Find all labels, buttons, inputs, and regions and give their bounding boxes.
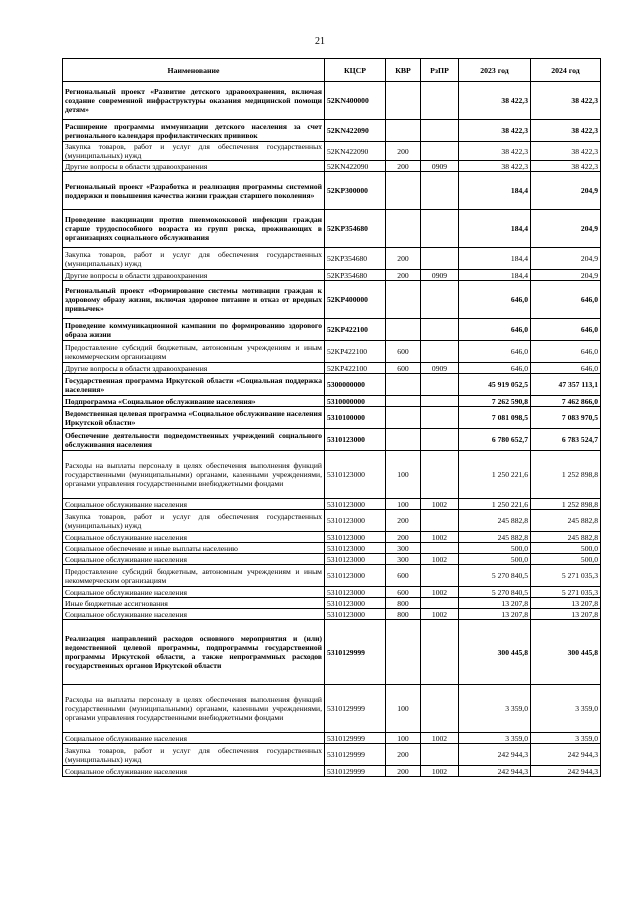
row-kvr-cell <box>386 210 421 248</box>
row-2024-cell: 242 944,3 <box>531 744 601 766</box>
row-2023-cell: 6 780 652,7 <box>459 429 531 451</box>
row-kvr-cell <box>386 374 421 396</box>
row-rzpr-cell <box>421 319 459 341</box>
row-name-cell: Социальное обслуживание населения <box>63 766 325 777</box>
row-name-cell: Ведомственная целевая программа «Социальное обслуживание населения Иркутской области» <box>63 407 325 429</box>
table-row <box>63 598 601 609</box>
row-kcsr-cell: 5310129999 <box>325 744 386 766</box>
row-name-cell: Социальное обслуживание населения <box>63 499 325 510</box>
row-name-cell: Государственная программа Иркутской области «Социальная поддержка населения» <box>63 374 325 396</box>
row-kcsr-cell: 5310123000 <box>325 451 386 499</box>
row-2024-cell: 646,0 <box>531 341 601 363</box>
row-kvr-cell <box>386 429 421 451</box>
row-name-cell: Региональный проект «Формирование системы мотивации граждан к здоровому образу жизни, включая здоровое питание и отказ от вредных привычек» <box>63 281 325 319</box>
row-kvr-cell: 300 <box>386 554 421 565</box>
row-name-cell: Проведение коммуникационной кампании по формированию здорового образа жизни <box>63 319 325 341</box>
row-kvr-cell: 200 <box>386 766 421 777</box>
row-rzpr-cell: 1002 <box>421 733 459 744</box>
row-rzpr-cell <box>421 210 459 248</box>
row-rzpr-cell: 1002 <box>421 609 459 620</box>
column-header-2023: 2023 год <box>459 59 531 82</box>
row-2024-cell: 5 271 035,3 <box>531 587 601 598</box>
row-rzpr-cell: 1002 <box>421 766 459 777</box>
row-2024-cell: 204,9 <box>531 248 601 270</box>
row-rzpr-cell <box>421 281 459 319</box>
row-kvr-cell: 600 <box>386 587 421 598</box>
row-rzpr-cell <box>421 407 459 429</box>
row-2023-cell: 245 882,8 <box>459 510 531 532</box>
row-2024-cell: 3 359,0 <box>531 685 601 733</box>
row-kvr-cell: 200 <box>386 142 421 161</box>
row-kvr-cell: 800 <box>386 609 421 620</box>
column-header-rzpr: РзПР <box>421 59 459 82</box>
row-kvr-cell: 600 <box>386 363 421 374</box>
table-header-row <box>63 59 601 82</box>
row-2023-cell: 500,0 <box>459 554 531 565</box>
row-rzpr-cell <box>421 598 459 609</box>
row-2024-cell: 646,0 <box>531 319 601 341</box>
row-rzpr-cell <box>421 565 459 587</box>
row-2024-cell: 646,0 <box>531 281 601 319</box>
row-name-cell: Реализация направлений расходов основного мероприятия и (или) ведомственной целевой программы, подпрограммы государственной программы Иркутской области, а также непрограммных расходов государственных органов Иркутской области <box>63 620 325 685</box>
row-rzpr-cell <box>421 429 459 451</box>
row-kcsr-cell: 52KP354680 <box>325 248 386 270</box>
row-2023-cell: 5 270 840,5 <box>459 565 531 587</box>
row-2023-cell: 184,4 <box>459 270 531 281</box>
row-name-cell: Социальное обеспечение и иные выплаты населению <box>63 543 325 554</box>
row-name-cell: Социальное обслуживание населения <box>63 609 325 620</box>
row-kcsr-cell: 5310123000 <box>325 554 386 565</box>
column-header-kvr: КВР <box>386 59 421 82</box>
row-name-cell: Расходы на выплаты персоналу в целях обеспечения выполнения функций государственными (муниципальными) органами, казенными учреждениями, органами управления государственными внебюджетными фондами <box>63 685 325 733</box>
row-2024-cell: 500,0 <box>531 543 601 554</box>
row-name-cell: Закупка товаров, работ и услуг для обеспечения государственных (муниципальных) нужд <box>63 744 325 766</box>
row-kvr-cell <box>386 172 421 210</box>
table-row <box>63 554 601 565</box>
row-rzpr-cell: 0909 <box>421 161 459 172</box>
row-rzpr-cell <box>421 451 459 499</box>
row-kcsr-cell: 52KN422090 <box>325 161 386 172</box>
row-rzpr-cell <box>421 172 459 210</box>
row-kvr-cell: 200 <box>386 270 421 281</box>
row-kvr-cell: 200 <box>386 510 421 532</box>
row-rzpr-cell <box>421 120 459 142</box>
row-2023-cell: 184,4 <box>459 210 531 248</box>
row-kcsr-cell: 5310123000 <box>325 510 386 532</box>
row-kvr-cell <box>386 82 421 120</box>
row-kcsr-cell: 5310123000 <box>325 587 386 598</box>
row-2023-cell: 300 445,8 <box>459 620 531 685</box>
row-rzpr-cell <box>421 685 459 733</box>
row-rzpr-cell <box>421 82 459 120</box>
row-rzpr-cell: 1002 <box>421 532 459 543</box>
row-2023-cell: 13 207,8 <box>459 609 531 620</box>
row-name-cell: Социальное обслуживание населения <box>63 733 325 744</box>
row-kcsr-cell: 52KP354680 <box>325 270 386 281</box>
table-row <box>63 543 601 554</box>
row-kvr-cell: 100 <box>386 685 421 733</box>
row-kvr-cell: 200 <box>386 248 421 270</box>
row-kcsr-cell: 5310129999 <box>325 733 386 744</box>
row-kcsr-cell: 5310123000 <box>325 499 386 510</box>
row-2023-cell: 646,0 <box>459 319 531 341</box>
row-kcsr-cell: 5310123000 <box>325 429 386 451</box>
row-2024-cell: 7 462 866,0 <box>531 396 601 407</box>
row-kcsr-cell: 52KP422100 <box>325 319 386 341</box>
row-kcsr-cell: 52KN400000 <box>325 82 386 120</box>
row-name-cell: Закупка товаров, работ и услуг для обеспечения государственных (муниципальных) нужд <box>63 248 325 270</box>
row-2024-cell: 300 445,8 <box>531 620 601 685</box>
table-row <box>63 281 601 319</box>
row-2024-cell: 5 271 035,3 <box>531 565 601 587</box>
table-row <box>63 733 601 744</box>
row-name-cell: Социальное обслуживание населения <box>63 587 325 598</box>
row-2024-cell: 242 944,3 <box>531 766 601 777</box>
row-2023-cell: 500,0 <box>459 543 531 554</box>
row-2024-cell: 3 359,0 <box>531 733 601 744</box>
row-2023-cell: 7 262 590,8 <box>459 396 531 407</box>
row-name-cell: Закупка товаров, работ и услуг для обеспечения государственных (муниципальных) нужд <box>63 510 325 532</box>
row-rzpr-cell: 0909 <box>421 270 459 281</box>
row-2023-cell: 5 270 840,5 <box>459 587 531 598</box>
row-name-cell: Закупка товаров, работ и услуг для обеспечения государственных (муниципальных) нужд <box>63 142 325 161</box>
row-2024-cell: 38 422,3 <box>531 82 601 120</box>
table-row <box>63 270 601 281</box>
row-rzpr-cell <box>421 744 459 766</box>
row-2023-cell: 242 944,3 <box>459 744 531 766</box>
row-2023-cell: 38 422,3 <box>459 161 531 172</box>
row-kvr-cell <box>386 396 421 407</box>
row-rzpr-cell: 1002 <box>421 587 459 598</box>
row-kcsr-cell: 5310123000 <box>325 609 386 620</box>
budget-table <box>62 58 601 777</box>
row-2024-cell: 38 422,3 <box>531 161 601 172</box>
row-name-cell: Расширение программы иммунизации детского населения за счет регионального календаря профилактических прививок <box>63 120 325 142</box>
row-kcsr-cell: 5310123000 <box>325 543 386 554</box>
row-2024-cell: 646,0 <box>531 363 601 374</box>
row-kcsr-cell: 52KP422100 <box>325 341 386 363</box>
table-row <box>63 172 601 210</box>
row-2023-cell: 646,0 <box>459 341 531 363</box>
table-row <box>63 82 601 120</box>
row-2024-cell: 47 357 113,1 <box>531 374 601 396</box>
table-row <box>63 766 601 777</box>
row-name-cell: Предоставление субсидий бюджетным, автономным учреждениям и иным некоммерческим организациям <box>63 341 325 363</box>
table-row <box>63 451 601 499</box>
row-kcsr-cell: 5310129999 <box>325 685 386 733</box>
table-row <box>63 407 601 429</box>
row-rzpr-cell <box>421 620 459 685</box>
row-2023-cell: 7 081 098,5 <box>459 407 531 429</box>
row-rzpr-cell <box>421 396 459 407</box>
row-name-cell: Подпрограмма «Социальное обслуживание населения» <box>63 396 325 407</box>
table-row <box>63 510 601 532</box>
row-2024-cell: 1 252 898,8 <box>531 499 601 510</box>
row-kcsr-cell: 5310123000 <box>325 565 386 587</box>
row-kvr-cell: 600 <box>386 565 421 587</box>
row-name-cell: Региональный проект «Развитие детского здравоохранения, включая создание современной инфраструктуры оказания медицинской помощи детям» <box>63 82 325 120</box>
row-kcsr-cell: 52KN422090 <box>325 142 386 161</box>
row-name-cell: Социальное обслуживание населения <box>63 532 325 543</box>
row-name-cell: Расходы на выплаты персоналу в целях обеспечения выполнения функций государственными (муниципальными) органами, казенными учреждениями, органами управления государственными внебюджетными фондами <box>63 451 325 499</box>
row-rzpr-cell <box>421 543 459 554</box>
row-2023-cell: 3 359,0 <box>459 733 531 744</box>
row-kcsr-cell: 5300000000 <box>325 374 386 396</box>
row-kcsr-cell: 52KP354680 <box>325 210 386 248</box>
column-header-2024: 2024 год <box>531 59 601 82</box>
row-kvr-cell <box>386 620 421 685</box>
table-row <box>63 142 601 161</box>
row-2024-cell: 500,0 <box>531 554 601 565</box>
table-row <box>63 396 601 407</box>
table-row <box>63 609 601 620</box>
row-kvr-cell: 800 <box>386 598 421 609</box>
row-2024-cell: 245 882,8 <box>531 532 601 543</box>
row-rzpr-cell <box>421 341 459 363</box>
row-2024-cell: 204,9 <box>531 172 601 210</box>
row-name-cell: Проведение вакцинации против пневмококковой инфекции граждан старше трудоспособного возраста из групп риска, проживающих в организациях социального обслуживания <box>63 210 325 248</box>
row-name-cell: Иные бюджетные ассигнования <box>63 598 325 609</box>
table-row <box>63 374 601 396</box>
row-kvr-cell <box>386 319 421 341</box>
row-2024-cell: 38 422,3 <box>531 120 601 142</box>
table-row <box>63 248 601 270</box>
row-2024-cell: 204,9 <box>531 210 601 248</box>
row-2023-cell: 1 250 221,6 <box>459 451 531 499</box>
row-kvr-cell <box>386 120 421 142</box>
row-rzpr-cell: 1002 <box>421 554 459 565</box>
row-2023-cell: 38 422,3 <box>459 142 531 161</box>
row-kcsr-cell: 52KP300000 <box>325 172 386 210</box>
table-body <box>63 82 601 777</box>
row-2023-cell: 45 919 052,5 <box>459 374 531 396</box>
row-2024-cell: 6 783 524,7 <box>531 429 601 451</box>
row-kvr-cell: 100 <box>386 733 421 744</box>
row-name-cell: Обеспечение деятельности подведомственных учреждений социального обслуживания населения <box>63 429 325 451</box>
row-kvr-cell: 200 <box>386 161 421 172</box>
row-rzpr-cell <box>421 248 459 270</box>
row-kvr-cell: 100 <box>386 499 421 510</box>
row-rzpr-cell: 0909 <box>421 363 459 374</box>
table-row <box>63 363 601 374</box>
row-rzpr-cell <box>421 510 459 532</box>
table-row <box>63 620 601 685</box>
row-kcsr-cell: 5310123000 <box>325 598 386 609</box>
row-2023-cell: 646,0 <box>459 363 531 374</box>
row-rzpr-cell <box>421 374 459 396</box>
row-kvr-cell: 200 <box>386 744 421 766</box>
row-kcsr-cell: 5310000000 <box>325 396 386 407</box>
row-kcsr-cell: 5310100000 <box>325 407 386 429</box>
row-kvr-cell <box>386 407 421 429</box>
row-kcsr-cell: 52KP422100 <box>325 363 386 374</box>
row-2023-cell: 38 422,3 <box>459 82 531 120</box>
row-name-cell: Другие вопросы в области здравоохранения <box>63 161 325 172</box>
row-2023-cell: 13 207,8 <box>459 598 531 609</box>
table-row <box>63 319 601 341</box>
row-2023-cell: 38 422,3 <box>459 120 531 142</box>
row-2023-cell: 184,4 <box>459 248 531 270</box>
row-2023-cell: 646,0 <box>459 281 531 319</box>
row-name-cell: Предоставление субсидий бюджетным, автономным учреждениям и иным некоммерческим организациям <box>63 565 325 587</box>
row-kvr-cell <box>386 281 421 319</box>
row-2024-cell: 245 882,8 <box>531 510 601 532</box>
row-2023-cell: 242 944,3 <box>459 766 531 777</box>
row-2023-cell: 245 882,8 <box>459 532 531 543</box>
page-number: 21 <box>315 36 325 47</box>
row-kvr-cell: 300 <box>386 543 421 554</box>
table-row <box>63 499 601 510</box>
row-name-cell: Региональный проект «Разработка и реализация программы системной поддержки и повышения качества жизни граждан старшего поколения» <box>63 172 325 210</box>
row-kcsr-cell: 5310129999 <box>325 620 386 685</box>
row-2024-cell: 204,9 <box>531 270 601 281</box>
row-rzpr-cell: 1002 <box>421 499 459 510</box>
table-row <box>63 429 601 451</box>
column-header-kcsr: КЦСР <box>325 59 386 82</box>
table-row <box>63 587 601 598</box>
row-kvr-cell: 100 <box>386 451 421 499</box>
table-row <box>63 161 601 172</box>
row-name-cell: Социальное обслуживание населения <box>63 554 325 565</box>
row-rzpr-cell <box>421 142 459 161</box>
row-kcsr-cell: 52KP400000 <box>325 281 386 319</box>
row-name-cell: Другие вопросы в области здравоохранения <box>63 363 325 374</box>
table-row <box>63 565 601 587</box>
table-row <box>63 341 601 363</box>
row-2023-cell: 1 250 221,6 <box>459 499 531 510</box>
row-kcsr-cell: 5310123000 <box>325 532 386 543</box>
table-row <box>63 685 601 733</box>
table-row <box>63 744 601 766</box>
table-row <box>63 210 601 248</box>
column-header-name: Наименование <box>63 59 325 82</box>
row-kcsr-cell: 52KN422090 <box>325 120 386 142</box>
row-kcsr-cell: 5310129999 <box>325 766 386 777</box>
row-2023-cell: 184,4 <box>459 172 531 210</box>
row-name-cell: Другие вопросы в области здравоохранения <box>63 270 325 281</box>
row-2024-cell: 13 207,8 <box>531 609 601 620</box>
row-kvr-cell: 600 <box>386 341 421 363</box>
row-2024-cell: 1 252 898,8 <box>531 451 601 499</box>
row-kvr-cell: 200 <box>386 532 421 543</box>
row-2024-cell: 13 207,8 <box>531 598 601 609</box>
row-2024-cell: 38 422,3 <box>531 142 601 161</box>
table-row <box>63 532 601 543</box>
row-2023-cell: 3 359,0 <box>459 685 531 733</box>
row-2024-cell: 7 083 970,5 <box>531 407 601 429</box>
table-row <box>63 120 601 142</box>
